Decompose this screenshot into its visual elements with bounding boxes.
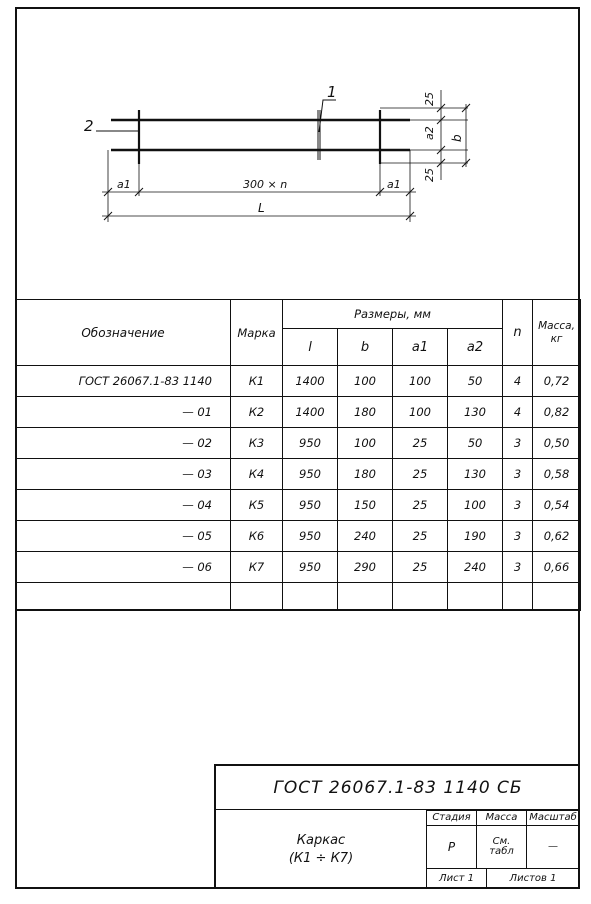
table-bottom-rule bbox=[15, 609, 580, 611]
cell-l: 950 bbox=[283, 490, 338, 521]
document-code: ГОСТ 26067.1-83 1140 СБ bbox=[214, 764, 580, 810]
dim-a1-right-label: a1 bbox=[387, 178, 401, 191]
cell-mass: 0,66 bbox=[533, 552, 581, 583]
title-block bbox=[214, 764, 580, 889]
document-title bbox=[214, 810, 426, 889]
cell-mass: 0,54 bbox=[533, 490, 581, 521]
cell-designation: — 05 bbox=[16, 521, 231, 552]
cell-designation: ГОСТ 26067.1-83 1140 bbox=[16, 366, 231, 397]
header-col-a2: a2 bbox=[448, 329, 503, 366]
cell-designation: — 02 bbox=[16, 428, 231, 459]
stage-label: Стадия bbox=[426, 810, 477, 826]
cell-a1: 100 bbox=[393, 397, 448, 428]
cell-a1: 25 bbox=[393, 552, 448, 583]
cell-b: 240 bbox=[338, 521, 393, 552]
stage-value: Р bbox=[426, 825, 477, 869]
dim-span-label: 300 × n bbox=[243, 178, 288, 191]
header-mark: Марка bbox=[231, 300, 283, 366]
document-title-line1: Каркас bbox=[296, 832, 346, 848]
cell-mass: 0,72 bbox=[533, 366, 581, 397]
cell-l: 950 bbox=[283, 552, 338, 583]
cell-l: 1400 bbox=[283, 366, 338, 397]
cell-n: 3 bbox=[503, 552, 533, 583]
cell-mass: 0,50 bbox=[533, 428, 581, 459]
cell-mark: К7 bbox=[231, 552, 283, 583]
cell-l: 1400 bbox=[283, 397, 338, 428]
table-row bbox=[16, 397, 581, 428]
cell-b: 180 bbox=[338, 397, 393, 428]
table-rows bbox=[16, 366, 581, 583]
dim-L-label: L bbox=[258, 201, 265, 215]
document-title-line2: (К1 ÷ К7) bbox=[288, 850, 354, 866]
cell-mark: К4 bbox=[231, 459, 283, 490]
cell-a1: 25 bbox=[393, 490, 448, 521]
leader-1 bbox=[319, 100, 336, 132]
cell-mark: К6 bbox=[231, 521, 283, 552]
cell-a1: 25 bbox=[393, 459, 448, 490]
table-row bbox=[16, 366, 581, 397]
scale-label: Масштаб bbox=[526, 810, 580, 826]
callout-1-label: 1 bbox=[327, 83, 337, 101]
cell-l: 950 bbox=[283, 428, 338, 459]
cell-designation: — 04 bbox=[16, 490, 231, 521]
cell-n: 3 bbox=[503, 428, 533, 459]
table-row-empty bbox=[16, 583, 581, 611]
cell-n: 3 bbox=[503, 459, 533, 490]
header-col-b: b bbox=[338, 329, 393, 366]
cell-a2: 190 bbox=[448, 521, 503, 552]
cell-n: 4 bbox=[503, 366, 533, 397]
cell-a2: 100 bbox=[448, 490, 503, 521]
dim-b-label: b bbox=[450, 134, 464, 142]
sheet-label: Лист 1 bbox=[426, 868, 487, 889]
table-row bbox=[16, 552, 581, 583]
header-mass bbox=[533, 300, 581, 366]
cell-a1: 100 bbox=[393, 366, 448, 397]
dim-a2-label: a2 bbox=[423, 126, 436, 140]
cell-a2: 50 bbox=[448, 366, 503, 397]
header-designation: Обозначение bbox=[16, 300, 231, 366]
cell-a2: 50 bbox=[448, 428, 503, 459]
cell-l: 950 bbox=[283, 521, 338, 552]
mass-value-line2: табл bbox=[489, 846, 514, 857]
cell-b: 290 bbox=[338, 552, 393, 583]
cell-mark: К3 bbox=[231, 428, 283, 459]
mass-value bbox=[476, 825, 527, 869]
cell-mass: 0,58 bbox=[533, 459, 581, 490]
scale-value: — bbox=[526, 825, 580, 869]
cell-l: 950 bbox=[283, 459, 338, 490]
sheets-label: Листов 1 bbox=[486, 868, 580, 889]
cell-a2: 240 bbox=[448, 552, 503, 583]
cell-mass: 0,62 bbox=[533, 521, 581, 552]
header-mass-line1: Масса, bbox=[538, 319, 575, 332]
header-col-a1: a1 bbox=[393, 329, 448, 366]
specification-table bbox=[15, 299, 581, 611]
cell-b: 180 bbox=[338, 459, 393, 490]
title-block-grid bbox=[426, 810, 580, 889]
table-row bbox=[16, 490, 581, 521]
cell-b: 100 bbox=[338, 366, 393, 397]
cell-n: 3 bbox=[503, 490, 533, 521]
cell-mark: К2 bbox=[231, 397, 283, 428]
cell-n: 4 bbox=[503, 397, 533, 428]
cell-a2: 130 bbox=[448, 459, 503, 490]
cell-mark: К5 bbox=[231, 490, 283, 521]
cell-designation: — 01 bbox=[16, 397, 231, 428]
cell-n: 3 bbox=[503, 521, 533, 552]
header-dimensions: Размеры, мм bbox=[283, 300, 503, 329]
dim-a1-left-label: a1 bbox=[117, 178, 131, 191]
cell-mass: 0,82 bbox=[533, 397, 581, 428]
dim-bottom-label: 25 bbox=[423, 168, 436, 182]
table-row bbox=[16, 459, 581, 490]
cell-mark: К1 bbox=[231, 366, 283, 397]
header-col-l: l bbox=[283, 329, 338, 366]
table-row bbox=[16, 428, 581, 459]
mass-label: Масса bbox=[476, 810, 527, 826]
cell-designation: — 06 bbox=[16, 552, 231, 583]
cell-designation: — 03 bbox=[16, 459, 231, 490]
dim-top-label: 25 bbox=[423, 92, 436, 106]
header-mass-line2: кг bbox=[550, 332, 563, 345]
callout-2-label: 2 bbox=[84, 117, 94, 135]
mass-value-line1: См. bbox=[492, 836, 511, 847]
cell-b: 150 bbox=[338, 490, 393, 521]
table-row bbox=[16, 521, 581, 552]
cell-b: 100 bbox=[338, 428, 393, 459]
cell-a2: 130 bbox=[448, 397, 503, 428]
cell-a1: 25 bbox=[393, 521, 448, 552]
cell-a1: 25 bbox=[393, 428, 448, 459]
header-n: n bbox=[503, 300, 533, 366]
frame-drawing bbox=[0, 0, 591, 300]
